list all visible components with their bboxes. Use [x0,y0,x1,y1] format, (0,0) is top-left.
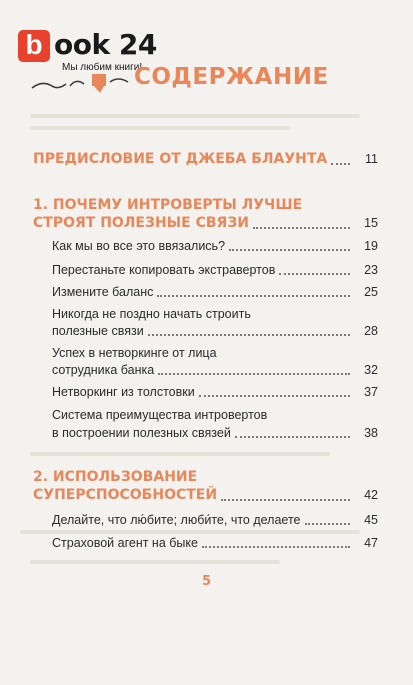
bleed-through-line [30,126,290,130]
toc-entry: Как мы во все это ввязались? 19 [52,239,378,253]
logo-mark: b [18,30,50,62]
logo-word: ook 24 [54,28,157,61]
toc-entry: Нетворкинг из толстовки 37 [52,385,378,399]
bleed-through-line [30,560,280,564]
toc-entry-line: 1. ПОЧЕМУ ИНТРОВЕРТЫ ЛУЧШЕ [33,197,303,213]
toc-title: СОДЕРЖАНИЕ [134,64,329,90]
bleed-through-line [20,530,360,534]
toc-entry-line: Никогда не поздно начать строить [52,307,251,321]
toc-entry-line: Система преимущества интровертов [52,408,268,422]
toc-entry: полезные связи 28 [52,324,378,338]
toc-entry: СТРОЯТ ПОЛЕЗНЫЕ СВЯЗИ 15 [33,215,378,231]
logo-tagline: Мы любим книги! [62,62,143,73]
bleed-through-line [30,452,330,456]
toc-entry: сотрудника банка 32 [52,363,378,377]
bleed-through-line [30,114,360,118]
toc-entry: СУПЕРСПОСОБНОСТЕЙ 42 [33,487,378,503]
toc-entry: Делайте, что лю́бите; люби́те, что делаете 45 [52,513,378,527]
toc-entry: ПРЕДИСЛОВИЕ ОТ ДЖЕБА БЛАУНТА 11 [33,151,378,167]
toc-entry-line: Успех в нетворкинге от лица [52,346,217,360]
toc-entry: в построении полезных связей 38 [52,426,378,440]
page-number: 5 [201,574,212,589]
toc-entry-line: 2. ИСПОЛЬЗОВАНИЕ [33,469,198,485]
toc-entry: Измените баланс 25 [52,285,378,299]
toc-entry: Перестаньте копировать экстравертов 23 [52,263,378,277]
toc-entry: Страховой агент на быке 47 [52,536,378,550]
decorative-illustration [30,72,130,94]
